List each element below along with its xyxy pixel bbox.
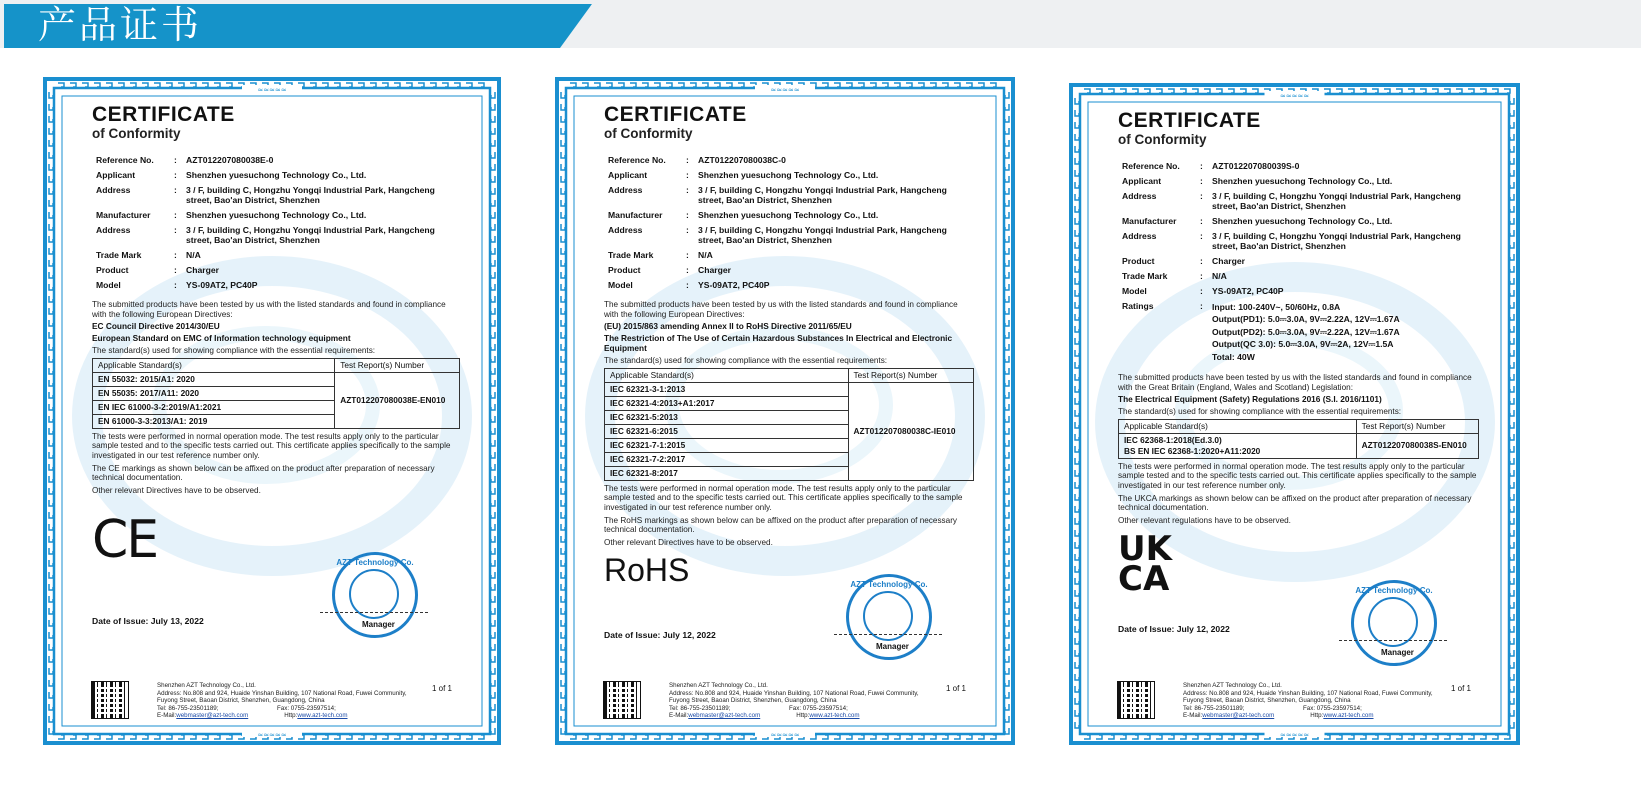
field-label: Reference No. bbox=[1122, 161, 1180, 171]
field-label: Address bbox=[1122, 191, 1157, 201]
certificate-note: The tests were performed in normal operation mode. The test results apply only to the particular sample tested and to the specific tests carried out. This certificate applies specifically to the sample investigated in our test reference number only. bbox=[1118, 461, 1477, 490]
field-label: Address bbox=[1122, 231, 1157, 241]
test-report-number: AZT012207080038C-IE010 bbox=[848, 382, 973, 480]
field-row bbox=[604, 249, 974, 264]
certificate-note: The UKCA markings as shown below can be affixed on the product after preparation of necessary technical documentation. bbox=[1118, 493, 1472, 513]
certificate-subtitle: of Conformity bbox=[1118, 132, 1207, 147]
field-label: Address bbox=[608, 225, 643, 235]
field-label: Trade Mark bbox=[608, 250, 654, 260]
field-value: 3 / F, building C, Hongzhu Yongqi Industrial Park, Hangcheng street, Bao'an District, Shenzhen bbox=[1212, 231, 1461, 251]
footer-contact bbox=[1183, 705, 1483, 713]
field-value: N/A bbox=[186, 250, 201, 260]
field-label: Applicant bbox=[608, 170, 648, 180]
footer-fax: Fax: 0755-23597514; bbox=[277, 704, 336, 712]
field-row bbox=[92, 169, 460, 184]
footer-address bbox=[669, 682, 969, 720]
signature-line bbox=[320, 612, 428, 613]
footer-http-label: Http: bbox=[1310, 712, 1324, 719]
certificate-note: Other relevant Directives have to be observed. bbox=[92, 485, 261, 495]
directive: The Electrical Equipment (Safety) Regulations 2016 (S.I. 2016/1101) bbox=[1118, 394, 1382, 405]
field-label: Manufacturer bbox=[1122, 216, 1177, 226]
standards-header-report: Test Report(s) Number bbox=[1356, 419, 1478, 433]
standard-name: IEC 62321-3-1:2013 bbox=[605, 382, 849, 396]
field-colon: : bbox=[174, 265, 177, 275]
standards-table bbox=[92, 358, 460, 429]
footer-email-link[interactable]: webmaster@azt-tech.com bbox=[688, 712, 761, 719]
standards-header-applicable: Applicable Standard(s) bbox=[605, 368, 849, 382]
field-colon: : bbox=[686, 185, 689, 195]
field-row bbox=[1118, 300, 1479, 367]
footer-web bbox=[157, 712, 457, 720]
field-label: Address bbox=[96, 185, 131, 195]
standards-table bbox=[1118, 419, 1479, 459]
footer-line: Address: No.808 and 924, Huaide Yinshan Building, 107 National Road, Fuwei Community, bbox=[669, 689, 919, 697]
certificate-card bbox=[1068, 82, 1521, 746]
field-colon: : bbox=[686, 225, 689, 235]
issue-date: Date of Issue: July 13, 2022 bbox=[92, 616, 204, 626]
footer-address bbox=[157, 682, 457, 720]
test-report-number: AZT012207080038S-EN010 bbox=[1356, 433, 1478, 458]
qr-code bbox=[604, 682, 640, 718]
standard-name: IEC 62321-6:2015 bbox=[605, 424, 849, 438]
field-colon: : bbox=[686, 155, 689, 165]
field-label: Manufacturer bbox=[608, 210, 663, 220]
standards-header bbox=[605, 368, 974, 382]
field-label: Model bbox=[1122, 286, 1147, 296]
standards-header-report: Test Report(s) Number bbox=[335, 358, 460, 372]
field-row bbox=[92, 264, 460, 279]
field-row bbox=[604, 224, 974, 249]
field-colon: : bbox=[174, 225, 177, 235]
svg-text:≈≈≈≈≈: ≈≈≈≈≈ bbox=[1279, 92, 1310, 100]
standards-header bbox=[1119, 419, 1479, 433]
ce-mark: CE bbox=[92, 510, 158, 570]
certificate-note: The tests were performed in normal operation mode. The test results apply only to the particular sample tested and to the specific tests carried out. This certificate applies specifically to the sample investigated in our test reference number only. bbox=[92, 431, 451, 460]
field-value: N/A bbox=[1212, 271, 1227, 281]
field-label: Reference No. bbox=[96, 155, 154, 165]
field-label: Address bbox=[608, 185, 643, 195]
compliance-intro: The submitted products have been tested by us with the listed standards and found in compliance with the following European Directives: bbox=[92, 300, 446, 319]
field-row bbox=[1118, 230, 1479, 255]
field-row bbox=[604, 209, 974, 224]
directive: The Restriction of The Use of Certain Hazardous Substances In Electrical and Electronic Equipment bbox=[604, 333, 953, 354]
field-label: Reference No. bbox=[608, 155, 666, 165]
directive: EC Council Directive 2014/30/EU bbox=[92, 321, 220, 332]
field-colon: : bbox=[1200, 271, 1203, 281]
field-row bbox=[1118, 255, 1479, 270]
field-row bbox=[92, 224, 460, 249]
stamp-text: AZT Technology Co. bbox=[850, 580, 928, 589]
field-value: 3 / F, building C, Hongzhu Yongqi Industrial Park, Hangcheng street, Bao'an District, Shenzhen bbox=[186, 225, 435, 245]
directive: European Standard on EMC of Information technology equipment bbox=[92, 333, 351, 344]
standards-intro: The standard(s) used for showing compliance with the essential requirements: bbox=[1118, 407, 1402, 417]
certificate-title: CERTIFICATE bbox=[604, 103, 747, 126]
standards-header-applicable: Applicable Standard(s) bbox=[1119, 419, 1357, 433]
field-row bbox=[1118, 270, 1479, 285]
field-value: Charger bbox=[1212, 256, 1245, 266]
field-row bbox=[92, 209, 460, 224]
issue-date: Date of Issue: July 12, 2022 bbox=[1118, 624, 1230, 634]
footer-line: Shenzhen AZT Technology Co., Ltd. bbox=[1183, 682, 1282, 689]
field-value: Charger bbox=[186, 265, 219, 275]
field-label: Applicant bbox=[1122, 176, 1162, 186]
field-label: Ratings bbox=[1122, 301, 1154, 311]
test-report-number: AZT012207080038E-EN010 bbox=[335, 372, 460, 428]
rohs-mark: RoHS bbox=[604, 552, 690, 588]
standards-intro: The standard(s) used for showing compliance with the essential requirements: bbox=[92, 346, 376, 356]
certificate-note: The RoHS markings as shown below can be affixed on the product after preparation of necessary technical documentation. bbox=[604, 515, 958, 535]
banner bbox=[0, 0, 1641, 48]
qr-code bbox=[1118, 682, 1154, 718]
footer-line: Shenzhen AZT Technology Co., Ltd. bbox=[669, 682, 768, 689]
certificate-fields bbox=[604, 154, 974, 294]
standards-table bbox=[604, 368, 974, 481]
field-colon: : bbox=[1200, 256, 1203, 266]
field-colon: : bbox=[1200, 286, 1203, 296]
field-colon: : bbox=[686, 265, 689, 275]
field-colon: : bbox=[686, 170, 689, 180]
field-colon: : bbox=[174, 250, 177, 260]
field-label: Address bbox=[96, 225, 131, 235]
field-row bbox=[604, 279, 974, 294]
certificate-card bbox=[554, 76, 1016, 746]
field-label: Manufacturer bbox=[96, 210, 151, 220]
field-value: AZT012207080038E-0 bbox=[186, 155, 274, 165]
signature-line bbox=[1339, 640, 1447, 641]
field-value: Shenzhen yuesuchong Technology Co., Ltd. bbox=[1212, 176, 1393, 186]
footer-web bbox=[1183, 712, 1483, 720]
field-label: Product bbox=[608, 265, 641, 275]
stamp-text: AZT Technology Co. bbox=[336, 558, 414, 567]
svg-text:≈≈≈≈≈: ≈≈≈≈≈ bbox=[770, 731, 800, 739]
svg-text:≈≈≈≈≈: ≈≈≈≈≈ bbox=[257, 731, 287, 739]
directive: (EU) 2015/863 amending Annex II to RoHS Directive 2011/65/EU bbox=[604, 321, 852, 332]
field-colon: : bbox=[1200, 161, 1203, 171]
qr-code bbox=[92, 682, 128, 718]
standard-name: IEC 62321-4:2013+A1:2017 bbox=[605, 396, 849, 410]
manager-label: Manager bbox=[876, 642, 909, 651]
field-label: Trade Mark bbox=[96, 250, 142, 260]
standard-name: IEC 62321-5:2013 bbox=[605, 410, 849, 424]
field-value: 3 / F, building C, Hongzhu Yongqi Industrial Park, Hangcheng street, Bao'an District, Shenzhen bbox=[1212, 191, 1461, 211]
field-value: Charger bbox=[698, 265, 731, 275]
footer-http-label: Http: bbox=[796, 712, 810, 719]
field-colon: : bbox=[686, 210, 689, 220]
footer-web bbox=[669, 712, 969, 720]
field-label: Model bbox=[608, 280, 633, 290]
field-row bbox=[604, 154, 974, 169]
field-value: Shenzhen yuesuchong Technology Co., Ltd. bbox=[186, 210, 367, 220]
field-value: Shenzhen yuesuchong Technology Co., Ltd. bbox=[1212, 216, 1393, 226]
certificate-card bbox=[42, 76, 502, 746]
compliance-intro: The submitted products have been tested by us with the listed standards and found in compliance with the following European Directives: bbox=[604, 300, 958, 319]
standard-row bbox=[1119, 433, 1479, 458]
standards-intro: The standard(s) used for showing compliance with the essential requirements: bbox=[604, 356, 888, 366]
certificate-note: Other relevant Directives have to be observed. bbox=[604, 537, 773, 547]
standard-row bbox=[605, 382, 974, 396]
certificate-note: Other relevant regulations have to be observed. bbox=[1118, 515, 1291, 525]
svg-text:≈≈≈≈≈: ≈≈≈≈≈ bbox=[257, 86, 287, 94]
signature-line bbox=[834, 634, 942, 635]
field-colon: : bbox=[686, 280, 689, 290]
field-value: AZT012207080038C-0 bbox=[698, 155, 786, 165]
standard-name: EN 55032: 2015/A1: 2020 bbox=[93, 372, 335, 386]
field-colon: : bbox=[686, 250, 689, 260]
footer-contact bbox=[669, 705, 969, 713]
certificate-fields bbox=[92, 154, 460, 294]
footer-line: Shenzhen AZT Technology Co., Ltd. bbox=[157, 682, 256, 689]
standard-name: IEC 62321-7-1:2015 bbox=[605, 438, 849, 452]
footer-email-label: E-Mail: bbox=[1183, 712, 1203, 719]
field-row bbox=[92, 154, 460, 169]
field-colon: : bbox=[174, 170, 177, 180]
field-value: N/A bbox=[698, 250, 713, 260]
field-row bbox=[1118, 160, 1479, 175]
certificate-note: The CE markings as shown below can be affixed on the product after preparation of necessary technical documentation. bbox=[92, 463, 435, 483]
field-label: Product bbox=[1122, 256, 1155, 266]
ukca-mark: UK CA bbox=[1118, 529, 1172, 599]
footer-line: Address: No.808 and 924, Huaide Yinshan Building, 107 National Road, Fuwei Community, bbox=[157, 689, 407, 697]
field-value: Shenzhen yuesuchong Technology Co., Ltd. bbox=[698, 210, 879, 220]
field-value: 3 / F, building C, Hongzhu Yongqi Industrial Park, Hangcheng street, Bao'an District, Shenzhen bbox=[186, 185, 435, 205]
svg-text:≈≈≈≈≈: ≈≈≈≈≈ bbox=[1279, 731, 1310, 739]
field-row bbox=[1118, 190, 1479, 215]
standards-header-report: Test Report(s) Number bbox=[848, 368, 973, 382]
field-row bbox=[1118, 285, 1479, 300]
standard-name: EN 61000-3-3:2013/A1: 2019 bbox=[93, 414, 335, 428]
field-value: Shenzhen yuesuchong Technology Co., Ltd. bbox=[186, 170, 367, 180]
footer-contact bbox=[157, 705, 457, 713]
svg-text:≈≈≈≈≈: ≈≈≈≈≈ bbox=[770, 86, 800, 94]
footer-website-link[interactable]: www.azt-tech.com bbox=[297, 712, 348, 719]
footer-email-link[interactable]: webmaster@azt-tech.com bbox=[1202, 712, 1275, 719]
footer-email-label: E-Mail: bbox=[669, 712, 689, 719]
field-row bbox=[92, 279, 460, 294]
field-row bbox=[604, 184, 974, 209]
field-colon: : bbox=[1200, 301, 1203, 311]
field-value: YS-09AT2, PC40P bbox=[186, 280, 258, 290]
field-value: YS-09AT2, PC40P bbox=[698, 280, 770, 290]
standard-name: IEC 62368-1:2018(Ed.3.0) BS EN IEC 62368-1:2020+A11:2020 bbox=[1119, 433, 1357, 458]
certificate-note: The tests were performed in normal operation mode. The test results apply only to the particular sample tested and to the specific tests carried out. This certificate applies specifically to the sample investigated in our test reference number only. bbox=[604, 483, 963, 512]
footer-fax: Fax: 0755-23597514; bbox=[789, 704, 848, 712]
compliance-intro: The submitted products have been tested by us with the listed standards and found in compliance with the Great Britain (England, Wales and Scotland) Legislation: bbox=[1118, 373, 1472, 392]
field-colon: : bbox=[1200, 191, 1203, 201]
field-row bbox=[604, 264, 974, 279]
field-colon: : bbox=[174, 210, 177, 220]
page-number: 1 of 1 bbox=[431, 684, 452, 693]
footer-tel: Tel: 86-755-23501189; bbox=[1183, 704, 1245, 712]
footer-website-link[interactable]: www.azt-tech.com bbox=[1323, 712, 1374, 719]
field-label: Trade Mark bbox=[1122, 271, 1168, 281]
field-row bbox=[1118, 215, 1479, 230]
standards-header bbox=[93, 358, 460, 372]
field-value: AZT012207080039S-0 bbox=[1212, 161, 1300, 171]
stamp-text: AZT Technology Co. bbox=[1355, 586, 1433, 595]
footer-email-link[interactable]: webmaster@azt-tech.com bbox=[176, 712, 249, 719]
certificate-subtitle: of Conformity bbox=[604, 126, 693, 141]
footer-website-link[interactable]: www.azt-tech.com bbox=[809, 712, 860, 719]
field-label: Product bbox=[96, 265, 129, 275]
certificate-content bbox=[92, 104, 460, 726]
standard-row bbox=[93, 372, 460, 386]
page-number: 1 of 1 bbox=[1450, 684, 1471, 693]
certificate-subtitle: of Conformity bbox=[92, 126, 181, 141]
page-number: 1 of 1 bbox=[945, 684, 966, 693]
footer-line: Fuyong Street, Baoan District, Shenzhen, Guangdong, China bbox=[1183, 697, 1351, 704]
field-colon: : bbox=[174, 155, 177, 165]
field-label: Model bbox=[96, 280, 121, 290]
field-value: 3 / F, building C, Hongzhu Yongqi Industrial Park, Hangcheng street, Bao'an District, Shenzhen bbox=[698, 185, 947, 205]
standard-name: EN IEC 61000-3-2:2019/A1:2021 bbox=[93, 400, 335, 414]
footer-line: Fuyong Street, Baoan District, Shenzhen, Guangdong, China bbox=[669, 697, 837, 704]
certificate-fields bbox=[1118, 160, 1479, 367]
footer-line: Fuyong Street, Baoan District, Shenzhen, Guangdong, China bbox=[157, 697, 325, 704]
standard-name: IEC 62321-8:2017 bbox=[605, 466, 849, 480]
standard-name: IEC 62321-7-2:2017 bbox=[605, 452, 849, 466]
issue-date: Date of Issue: July 12, 2022 bbox=[604, 630, 716, 640]
standard-name: EN 55035: 2017/A11: 2020 bbox=[93, 386, 335, 400]
footer-tel: Tel: 86-755-23501189; bbox=[157, 704, 219, 712]
manager-label: Manager bbox=[362, 620, 395, 629]
field-value: Shenzhen yuesuchong Technology Co., Ltd. bbox=[698, 170, 879, 180]
field-row bbox=[92, 184, 460, 209]
field-colon: : bbox=[1200, 176, 1203, 186]
manager-label: Manager bbox=[1381, 648, 1414, 657]
field-value: 3 / F, building C, Hongzhu Yongqi Industrial Park, Hangcheng street, Bao'an District, Shenzhen bbox=[698, 225, 947, 245]
certificate-title: CERTIFICATE bbox=[92, 103, 235, 126]
footer-tel: Tel: 86-755-23501189; bbox=[669, 704, 731, 712]
footer-email-label: E-Mail: bbox=[157, 712, 177, 719]
footer-http-label: Http: bbox=[284, 712, 298, 719]
field-value: Input: 100-240V~, 50/60Hz, 0.8A Output(PD1): 5.0⎓3.0A, 9V⎓2.22A, 12V⎓1.67A Output(PD2): 5.0⎓3.0A, 9V⎓2.22A, 12V⎓1.67A Output(QC 3.0): 5.0⎓3.0A, 9V⎓2A, 12V⎓1.5A Total: 40W bbox=[1212, 302, 1400, 362]
certificate-title: CERTIFICATE bbox=[1118, 109, 1261, 132]
field-value: YS-09AT2, PC40P bbox=[1212, 286, 1284, 296]
field-colon: : bbox=[174, 185, 177, 195]
field-colon: : bbox=[1200, 216, 1203, 226]
field-colon: : bbox=[1200, 231, 1203, 241]
footer-address bbox=[1183, 682, 1483, 720]
field-colon: : bbox=[174, 280, 177, 290]
footer-line: Address: No.808 and 924, Huaide Yinshan Building, 107 National Road, Fuwei Community, bbox=[1183, 689, 1433, 697]
standards-header-applicable: Applicable Standard(s) bbox=[93, 358, 335, 372]
field-row bbox=[92, 249, 460, 264]
banner-title: 产品证书 bbox=[38, 3, 203, 47]
footer-fax: Fax: 0755-23597514; bbox=[1303, 704, 1362, 712]
field-row bbox=[1118, 175, 1479, 190]
field-row bbox=[604, 169, 974, 184]
field-label: Applicant bbox=[96, 170, 136, 180]
